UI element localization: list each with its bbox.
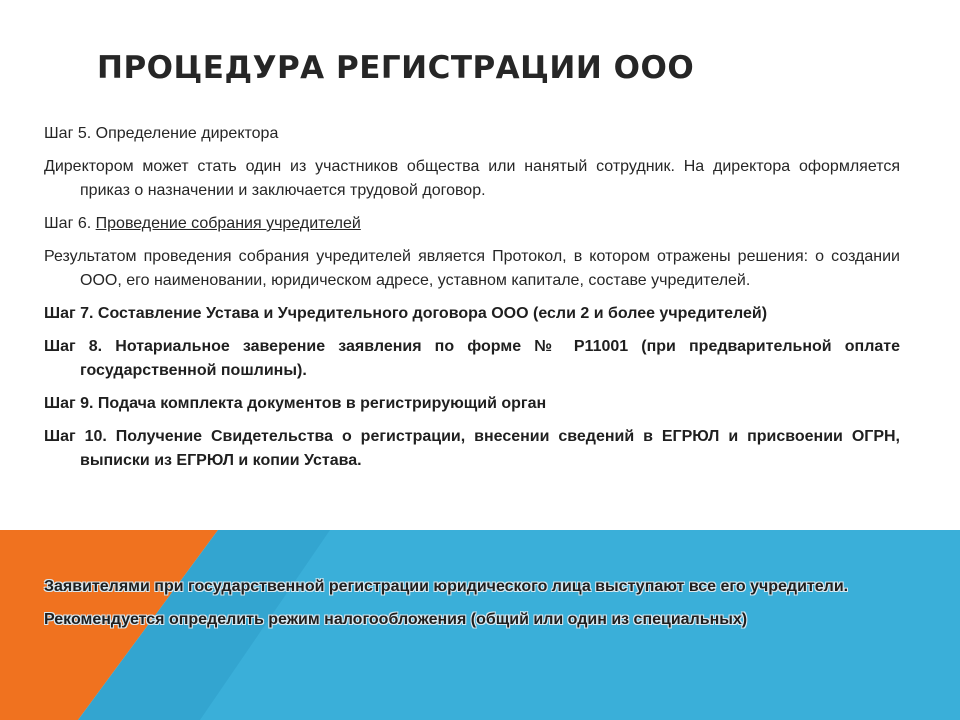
step-heading: Подача комплекта документов в регистрирующий орган bbox=[97, 395, 547, 412]
note-applicants: Заявителями при государственной регистрации юридического лица выступают все его учредители. bbox=[44, 578, 849, 595]
notes-list bbox=[44, 575, 900, 641]
step-heading: Проведение собрания учредителей bbox=[95, 215, 361, 232]
step-6 bbox=[44, 212, 900, 236]
step-10 bbox=[44, 425, 900, 473]
step-label: Шаг 7. bbox=[44, 305, 94, 322]
step-heading: Нотариальное заверение заявления по форме № Р11001 (при предварительной оплате государственной пошлины). bbox=[80, 338, 901, 379]
step-heading: Определение директора bbox=[95, 125, 279, 142]
step-label: Шаг 6. bbox=[44, 215, 92, 232]
step-label: Шаг 5. bbox=[44, 125, 92, 142]
step-9 bbox=[44, 392, 900, 416]
steps-list bbox=[44, 122, 900, 482]
slide-title: ПРОЦЕДУРА РЕГИСТРАЦИИ ООО bbox=[97, 50, 695, 86]
step-label: Шаг 10. bbox=[44, 428, 107, 445]
step-5-description: Директором может стать один из участников общества или нанятый сотрудник. На директора оформляется приказ о назначении и заключается трудовой договор. bbox=[44, 158, 900, 199]
step-heading: Составление Устава и Учредительного договора ООО (если 2 и более учредителей) bbox=[97, 305, 768, 322]
step-8 bbox=[44, 335, 900, 383]
step-5 bbox=[44, 122, 900, 146]
step-7 bbox=[44, 302, 900, 326]
step-label: Шаг 9. bbox=[44, 395, 94, 412]
step-6-description: Результатом проведения собрания учредителей является Протокол, в котором отражены решения: о создании ООО, его наименовании, юридическом адресе, уставном капитале, составе учредителей. bbox=[44, 248, 900, 289]
step-label: Шаг 8. bbox=[44, 338, 103, 355]
note-tax-regime: Рекомендуется определить режим налогообложения (общий или один из специальных) bbox=[44, 611, 748, 628]
step-heading: Получение Свидетельства о регистрации, внесении сведений в ЕГРЮЛ и присвоении ОГРН, выписки из ЕГРЮЛ и копии Устава. bbox=[80, 428, 901, 469]
